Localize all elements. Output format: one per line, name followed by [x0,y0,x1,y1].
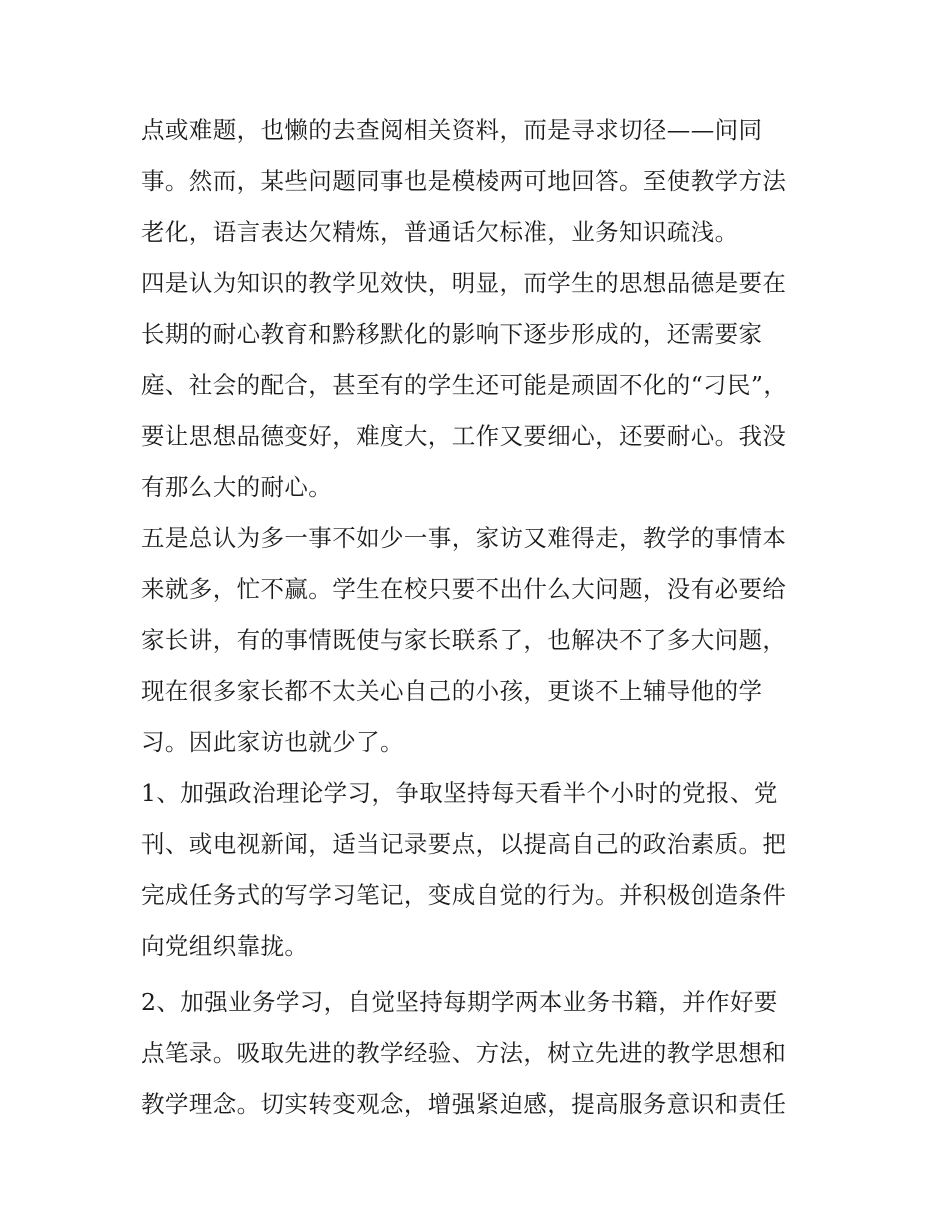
paragraph [141,258,821,513]
text-line: 向党组织靠拢。 [141,932,309,960]
paragraph [141,768,821,972]
text-line: 习。因此家访也就少了。 [141,728,404,756]
text-line: 老化，语言表达欠精炼，普通话欠标准，业务知识疏浅。 [141,218,739,246]
text-line: 来就多，忙不赢。学生在校只要不出什么大问题，没有必要给 [141,575,787,603]
text-line: 事。然而，某些问题同事也是模棱两可地回答。至使教学方法 [141,167,787,195]
paragraph [141,977,821,1130]
text-line: 刊、或电视新闻，适当记录要点，以提高自己的政治素质。把 [141,830,787,858]
text-line: 四是认为知识的教学见效快，明显，而学生的思想品德是要在 [141,269,787,297]
text-line: 要让思想品德变好，难度大，工作又要细心，还要耐心。我没 [141,422,787,450]
text-line: 长期的耐心教育和黔移默化的影响下逐步形成的，还需要家 [141,320,763,348]
text-line: 点笔录。吸取先进的教学经验、方法，树立先进的教学思想和 [141,1039,787,1067]
text-line: 点或难题，也懒的去查阅相关资料，而是寻求切径——问同 [141,116,763,144]
paragraph [141,513,821,768]
text-line: 教学理念。切实转变观念，增强紧迫感，提高服务意识和责任 [141,1090,787,1118]
text-line: 现在很多家长都不太关心自己的小孩，更谈不上辅导他的学 [141,677,763,705]
paragraph [141,105,821,258]
text-line: 2、加强业务学习，自觉坚持每期学两本业务书籍，并作好要 [141,988,778,1016]
document-body [141,105,821,1130]
text-line: 完成任务式的写学习笔记，变成自觉的行为。并积极创造条件 [141,881,787,909]
text-line: 1、加强政治理论学习，争取坚持每天看半个小时的党报、党 [141,779,778,807]
text-line: 家长讲，有的事情既使与家长联系了，也解决不了多大问题， [141,626,787,654]
text-line: 五是总认为多一事不如少一事，家访又难得走，教学的事情本 [141,524,787,552]
text-line: 庭、社会的配合，甚至有的学生还可能是顽固不化的“刁民”， [141,371,788,399]
text-line: 有那么大的耐心。 [141,473,333,501]
